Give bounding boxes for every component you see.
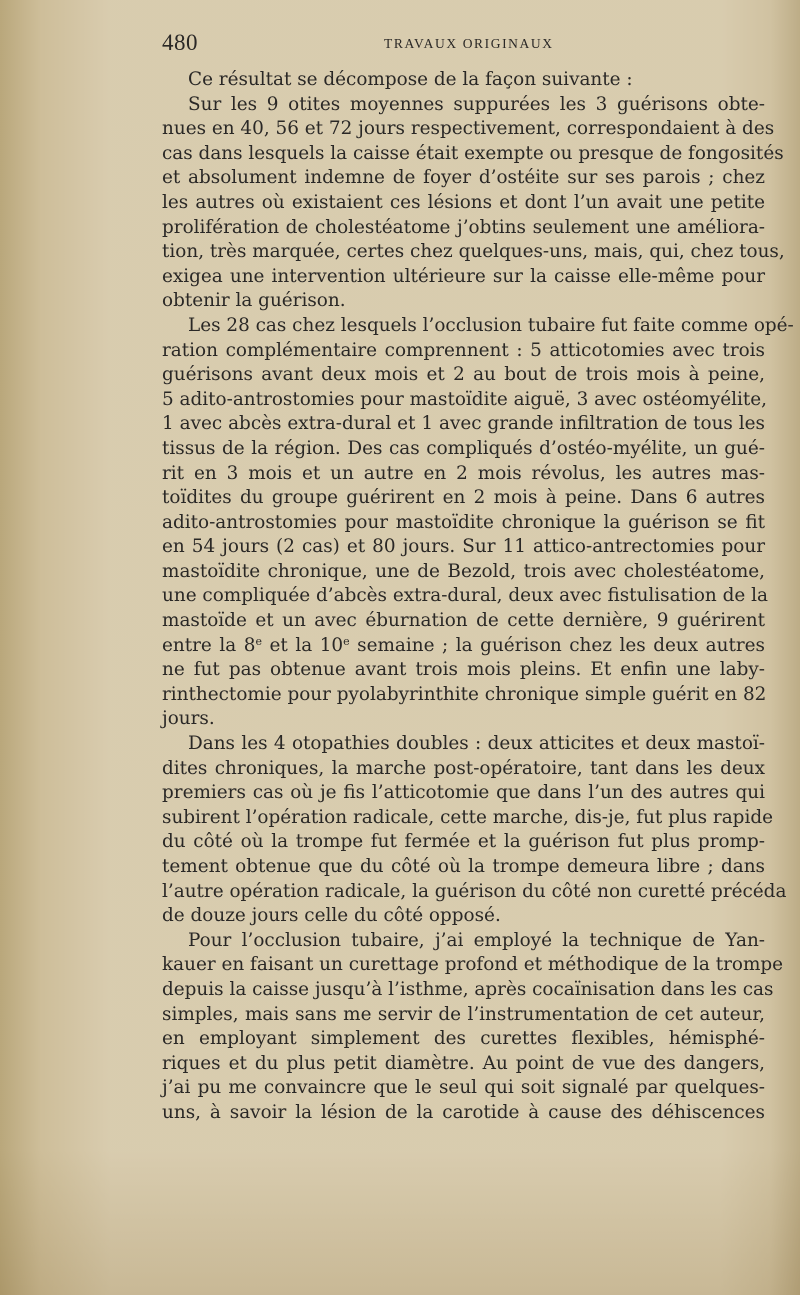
body-text <box>162 68 794 1126</box>
text-line: subirent l’opération radicale, cette marche, dis-je, fut plus rapide <box>162 806 773 828</box>
text-line: 5 adito-antrostomies pour mastoïdite aiguë, 3 avec ostéomyélite, <box>162 388 767 410</box>
text-line: adito-antrostomies pour mastoïdite chronique la guérison se fit <box>162 511 765 533</box>
text-line: obtenir la guérison. <box>162 290 346 312</box>
text-line: depuis la caisse jusqu’à l’isthme, après cocaïnisation dans les cas <box>162 978 774 1000</box>
text-line: uns, à savoir la lésion de la carotide à cause des déhiscences <box>162 1101 765 1123</box>
text-line: nues en 40, 56 et 72 jours respectivement, correspondaient à des <box>162 118 775 140</box>
text-line: tissus de la région. Des cas compliqués d’ostéo-myélite, un gué- <box>162 437 765 459</box>
text-line: rit en 3 mois et un autre en 2 mois révolus, les autres mas- <box>162 462 765 484</box>
text-line: rinthectomie pour pyolabyrinthite chronique simple guérit en 82 <box>162 683 767 705</box>
text-line: guérisons avant deux mois et 2 au bout de trois mois à peine, <box>162 364 765 386</box>
text-line: Les 28 cas chez lesquels l’occlusion tubaire fut faite comme opé- <box>188 314 794 336</box>
text-line: simples, mais sans me servir de l’instrumentation de cet auteur, <box>162 1003 765 1025</box>
text-line: mastoïdite chronique, une de Bezold, trois avec cholestéatome, <box>162 560 765 582</box>
text-line: ration complémentaire comprennent : 5 atticotomies avec trois <box>162 339 765 361</box>
text-line: j’ai pu me convaincre que le seul qui soit signalé par quelques- <box>162 1077 765 1099</box>
text-line: l’autre opération radicale, la guérison du côté non curetté précéda <box>162 880 787 902</box>
text-fragment: et la 10 <box>261 634 344 656</box>
text-fragment: entre la 8 <box>162 634 256 656</box>
ordinal-suffix: e <box>343 634 350 648</box>
text-line: toïdites du groupe guérirent en 2 mois à peine. Dans 6 autres <box>162 487 765 509</box>
text-line: tion, très marquée, certes chez quelques-uns, mais, qui, chez tous, <box>162 241 785 263</box>
text-line: les autres où existaient ces lésions et dont l’un avait une petite <box>162 191 765 213</box>
text-line: jours. <box>162 708 215 730</box>
text-line: et absolument indemne de foyer d’ostéite sur ses parois ; chez <box>162 167 765 189</box>
text-line: riques et du plus petit diamètre. Au point de vue des dangers, <box>162 1052 765 1074</box>
running-title: TRAVAUX ORIGINAUX <box>384 36 554 51</box>
text-line: en employant simplement des curettes flexibles, hémisphé- <box>162 1028 765 1050</box>
text-line: Dans les 4 otopathies doubles : deux atticites et deux mastoï- <box>188 733 765 755</box>
text-line: cas dans lesquels la caisse était exempte ou presque de fongosités <box>162 142 784 164</box>
text-line: kauer en faisant un curettage profond et méthodique de la trompe <box>162 954 784 976</box>
page-number: 480 <box>162 30 198 55</box>
text-line: du côté où la trompe fut fermée et la guérison fut plus promp- <box>162 831 765 853</box>
text-line: 1 avec abcès extra-dural et 1 avec grande infiltration de tous les <box>162 413 765 435</box>
text-line: dites chroniques, la marche post-opératoire, tant dans les deux <box>162 757 765 779</box>
text-fragment: semaine ; la guérison chez les deux autres <box>349 634 765 656</box>
text-line: en 54 jours (2 cas) et 80 jours. Sur 11 attico-antrectomies pour <box>162 536 765 558</box>
text-line: premiers cas où je fis l’atticotomie que dans l’un des autres qui <box>162 782 765 804</box>
text-line: Pour l’occlusion tubaire, j’ai employé la technique de Yan- <box>188 929 765 951</box>
text-line: ne fut pas obtenue avant trois mois pleins. Et enfin une laby- <box>162 659 765 681</box>
ordinal-suffix: e <box>255 634 262 648</box>
text-line: Ce résultat se décompose de la façon suivante : <box>188 69 633 90</box>
text-line: tement obtenue que du côté où la trompe demeura libre ; dans <box>162 856 765 877</box>
text-line: exigea une intervention ultérieure sur la caisse elle-même pour <box>162 265 765 287</box>
text-line: de douze jours celle du côté opposé. <box>162 905 501 927</box>
text-line-ordinals <box>162 634 765 659</box>
text-line: Sur les 9 otites moyennes suppurées les 3 guérisons obte- <box>188 93 765 115</box>
text-line: une compliquée d’abcès extra-dural, deux avec fistulisation de la <box>162 585 768 607</box>
text-line: mastoïde et un avec éburnation de cette dernière, 9 guérirent <box>162 610 765 632</box>
text-line: prolifération de cholestéatome j’obtins seulement une améliora- <box>162 216 765 238</box>
running-head <box>162 30 762 60</box>
